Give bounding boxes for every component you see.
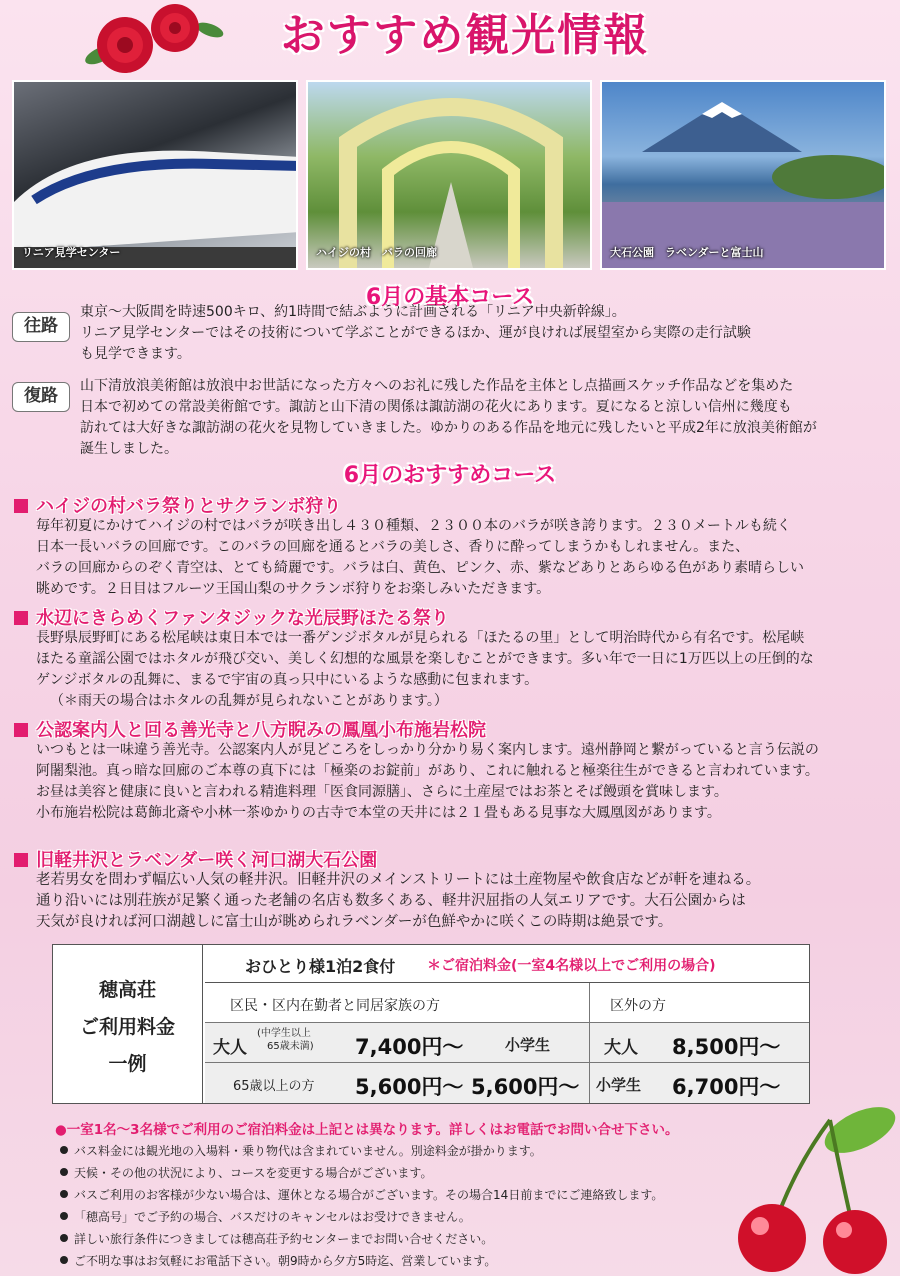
group-outside-header: 区外の方 (589, 983, 809, 1023)
recommended-title: 6月のおすすめコース (343, 463, 557, 488)
plan-note: ＊ご宿泊料金(一室4名様以上でご利用の場合) (427, 958, 716, 974)
course-description-karuizawa: 老若男女を問わず幅広い人気の軽井沢。旧軽井沢のメインストリートには土産物屋や飲食店などが軒を連ねる。 通り沿いには別荘族が足繁く通った老舗の名店も数多くある、軽井沢屈指の人気エリアです。大石公園からは 天気が良ければ河口湖越しに富士山が眺められラベンダーが色鮮やかに咲くこの時期は絶景です。 (36, 872, 761, 930)
outbound-badge: 往路 (12, 312, 70, 342)
square-bullet-icon (14, 853, 28, 867)
square-bullet-icon (14, 723, 28, 737)
outbound-description: 東京～大阪間を時速500キロ、約1時間で結ぶように計画される「リニア中央新幹線」。 リニア見学センターではその技術について学ぶことができるほか、運が良ければ展望室から実際の走行試験 も見学できます。 (80, 304, 751, 362)
group-local-header: 区民・区内在勤者と同居家族の方 (205, 983, 589, 1023)
course-heading-heidi: ハイジの村バラ祭りとサクランボ狩り (14, 492, 341, 518)
photo-caption: リニア見学センター (22, 246, 121, 259)
bullet-icon (60, 1256, 68, 1264)
local-senior-price: 5,600円～ (355, 1075, 464, 1099)
outside-adult-price: 8,500円～ (672, 1035, 781, 1059)
note-item: ご不明な事はお気軽にお電話下さい。朝9時から夕方5時迄、営業しています。 (60, 1252, 496, 1269)
square-bullet-icon (14, 611, 28, 625)
note-item: 天候・その他の状況により、コースを変更する場合がございます。 (60, 1164, 432, 1181)
course-heading-zenkoji: 公認案内人と回る善光寺と八方睨みの鳳凰小布施岩松院 (14, 716, 486, 742)
outside-child-price: 6,700円～ (672, 1075, 781, 1099)
note-item: バス料金には観光地の入場料・乗り物代は含まれていません。別途料金が掛かります。 (60, 1142, 542, 1159)
rose-arch-photo (306, 80, 592, 270)
return-description: 山下清放浪美術館は放浪中お世話になった方々へのお礼に残した作品を主体とし点描画スケッチ作品などを集めた 日本で初めての常設美術館です。諏訪と山下清の関係は諏訪湖の花火にあります。夏になると涼しい信州に幾度も 訪れては大好きな諏訪湖の花火を見物していきました。ゆかりのある作品を地元に残したいと平成2年に放浪美術館が 誕生しました。 (80, 378, 817, 457)
note-item: バスご利用のお客様が少ない場合は、運休となる場合がございます。その場合14日前までにご連絡致します。 (60, 1186, 663, 1203)
price-table-heading: 穂高荘 ご利用料金 一例 (53, 945, 203, 1103)
page-title: おすすめ観光情報 (280, 10, 650, 61)
bullet-icon (60, 1234, 68, 1242)
plan-row (205, 945, 809, 983)
price-table (52, 944, 810, 1104)
bullet-icon (60, 1212, 68, 1220)
local-adult-cell: 大人 (中学生以上 65歳未満) 7,400円～ (205, 1023, 505, 1063)
bullet-icon (60, 1190, 68, 1198)
outside-child-cell: 小学生 6,700円～ (589, 1063, 809, 1103)
course-heading-firefly: 水辺にきらめくファンタジックな光辰野ほたる祭り (14, 604, 449, 630)
return-badge: 復路 (12, 382, 70, 412)
single-room-note: ●一室1名～3名様でご利用のご宿泊料金は上記とは異なります。詳しくはお電話でお問い合せ下さい。 (55, 1122, 679, 1138)
course-description-firefly: 長野県辰野町にある松尾峡は東日本では一番ゲンジボタルが見られる「ほたるの里」として明治時代から有名です。松尾峡 ほたる童謡公園ではホタルが飛び交い、美しく幻想的な風景を楽しむことができます。多い年で一日に1万匹以上の圧倒的な ゲンジボタルの乱舞に、まるで宇宙の真っ只中にいるような感動に包まれます。 （＊雨天の場合はホタルの乱舞が見られないことがあります。） (36, 630, 814, 709)
course-description-heidi: 毎年初夏にかけてハイジの村ではバラが咲き出し４３０種類、２３００本のバラが咲き誇ります。２３０メートルも続く 日本一長いバラの回廊です。このバラの回廊を通るとバラの美しさ、香りに酔ってしまうかもしれません。また、 バラの回廊からのぞく青空は、とても綺麗です。バラは白、黄色、ピンク、赤、紫などありとあらゆる色があり素晴らしい 眺めです。２日目はフルーツ王国山梨のサクランボ狩りをお楽しみいただきます。 (36, 518, 805, 597)
square-bullet-icon (14, 499, 28, 513)
outside-adult-cell: 大人 8,500円～ (589, 1023, 809, 1063)
basic-course-title: 6月の基本コース (365, 285, 535, 310)
course-heading-karuizawa: 旧軽井沢とラベンダー咲く河口湖大石公園 (14, 846, 377, 872)
local-senior-cell: 65歳以上の方 5,600円～ (205, 1063, 505, 1103)
note-item: 詳しい旅行条件につきましては穂高荘予約センターまでお問い合せください。 (60, 1230, 493, 1247)
bullet-icon (60, 1168, 68, 1176)
photo-caption: ハイジの村 バラの回廊 (316, 246, 437, 259)
local-child-price: 5,600円～ (471, 1075, 580, 1099)
local-child-price-cell (471, 1063, 589, 1103)
note-item: 「穂高号」でご予約の場合、バスだけのキャンセルはお受けできません。 (60, 1208, 471, 1225)
adult-age-note: (中学生以上 65歳未満) (257, 1028, 314, 1052)
local-adult-price: 7,400円～ (355, 1035, 464, 1059)
local-child-label-cell: 小学生 (505, 1023, 589, 1063)
plan-label: おひとり様1泊2食付 (245, 957, 396, 976)
photo-caption: 大石公園 ラベンダーと富士山 (610, 246, 764, 259)
cherry-icon (710, 1090, 900, 1276)
course-description-zenkoji: いつもとは一味違う善光寺。公認案内人が見どころをしっかり分かり易く案内します。遠州静岡と繋がっていると言う伝説の 阿闍梨池。真っ暗な回廊のご本尊の真下には「極楽のお錠前」があり、これに触れると極楽往生ができると言われています。 お昼は美容と健康に良いと言われる精進料理「医食同源膳」、さらに土産屋ではお茶とそば饅頭を賞味します。 小布施岩松院は葛飾北斎や小林一茶ゆかりの古寺で本堂の天井には２１畳もある見事な大鳳凰図があります。 (36, 742, 819, 821)
maglev-train-photo (12, 80, 298, 270)
bullet-icon (60, 1146, 68, 1154)
mt-fuji-lavender-photo (600, 80, 886, 270)
